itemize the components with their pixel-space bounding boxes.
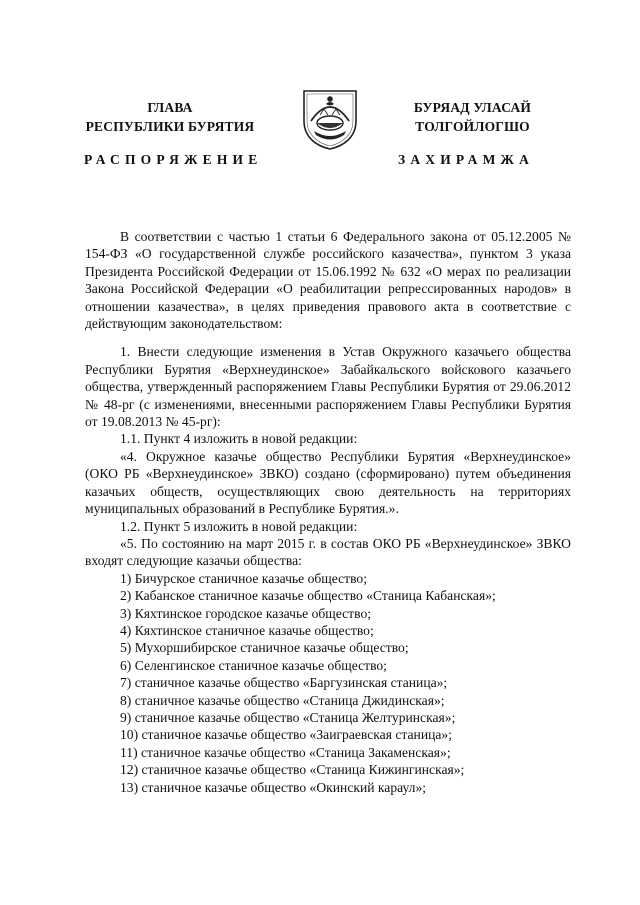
list-item: 3) Кяхтинское городское казачье общество;: [120, 605, 372, 621]
list-item: 12) станичное казачье общество «Станица Кижингинская»;: [120, 762, 465, 778]
list-item: 13) станичное казачье общество «Окинский караул»;: [120, 779, 427, 795]
issuer-title-line1: ГЛАВА: [147, 100, 193, 115]
document-type-russian: РАСПОРЯЖЕНИЕ: [84, 152, 263, 167]
issuer-title-line2: РЕСПУБЛИКИ БУРЯТИЯ: [85, 119, 255, 134]
issuer-title-buryat-line2: ТОЛГОЙЛОГШО: [415, 119, 530, 134]
list-item: 7) станичное казачье общество «Баргузинская станица»;: [120, 675, 448, 691]
list-item: 4) Кяхтинское станичное казачье общество;: [120, 622, 374, 638]
issuer-block-russian: [75, 98, 265, 136]
coat-of-arms-icon: [300, 87, 360, 151]
list-item: 9) станичное казачье общество «Станица Желтуринская»;: [120, 709, 456, 725]
list-item: 6) Селенгинское станичное казачье общество;: [120, 657, 387, 673]
list-item: 1) Бичурское станичное казачье общество;: [120, 570, 367, 586]
item-1-1-heading: 1.1. Пункт 4 изложить в новой редакции:: [120, 431, 358, 447]
document-type-buryat: ЗАХИРАМЖА: [398, 152, 535, 167]
document-body: [85, 228, 571, 796]
issuer-block-buryat: [375, 98, 570, 136]
item-1-2-heading: 1.2. Пункт 5 изложить в новой редакции:: [120, 518, 358, 534]
item-1-1-text: «4. Окружное казачье общество Республики Бурятия «Верхнеудинское» (ОКО РБ «Верхнеудинское» ЗВКО) создано (сформировано) путем объединения казачьих обществ, осуществляющих свою деятельность на территориях муниципальных образований в Республике Бурятия.».: [85, 448, 571, 517]
list-item: 10) станичное казачье общество «Заиграевская станица»;: [120, 727, 452, 743]
preamble-paragraph: В соответствии с частью 1 статьи 6 Федерального закона от 05.12.2005 № 154-ФЗ «О государственной службе российского казачества», пунктом 3 указа Президента Российской Федерации от 15.06.1992 № 632 «О мерах по реализации Закона Российской Федерации «О реабилитации репрессированных народов» в отношении казачества», в целях приведения правового акта в соответствие с действующим законодательством:: [85, 229, 571, 332]
list-item: 8) станичное казачье общество «Станица Джидинская»;: [120, 692, 445, 708]
item-1-2-text: «5. По состоянию на март 2015 г. в состав ОКО РБ «Верхнеудинское» ЗВКО входят следующие казачьи общества:: [85, 535, 571, 569]
list-item: 2) Кабанское станичное казачье общество «Станица Кабанская»;: [120, 588, 496, 604]
item-1-paragraph: 1. Внести следующие изменения в Устав Окружного казачьего общества Республики Бурятия «Верхнеудинское» Забайкальского войскового казачьего общества, утвержденный распоряжением Главы Республики Бурятия от 29.06.2012 № 48-рг (с изменениями, внесенными распоряжением Главы Республики Бурятия от 19.08.2013 № 45-рг):: [85, 344, 571, 430]
society-list: [85, 570, 571, 796]
list-item: 5) Мухоршибирское станичное казачье общество;: [120, 640, 409, 656]
issuer-title-buryat-line1: БУРЯАД УЛАСАЙ: [413, 100, 532, 115]
list-item: 11) станичное казачье общество «Станица Закаменская»;: [120, 744, 451, 760]
